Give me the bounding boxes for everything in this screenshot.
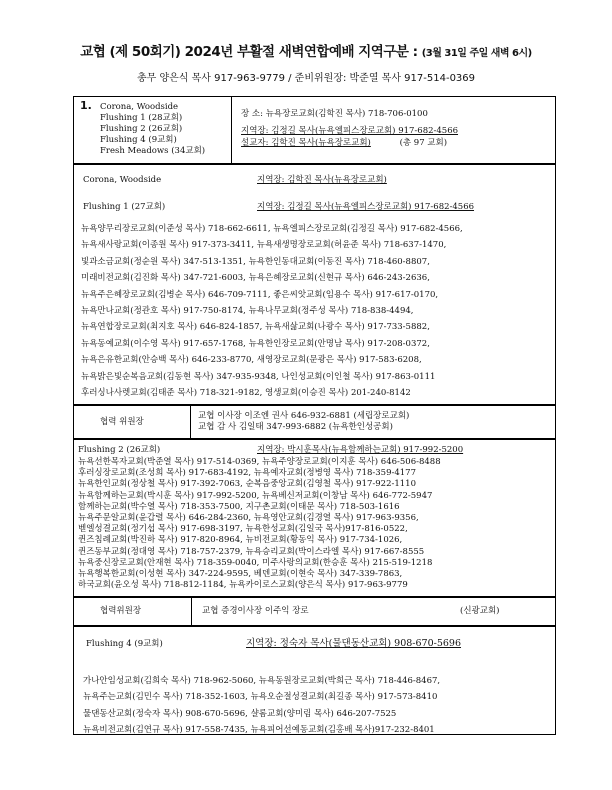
cooperation2-box (73, 597, 556, 626)
list-item: 뉴욕함께하는교회(박시훈 목사) 917-992-5200, 뉴욕베신저교회(이창남 목사) 646-772-5947 (78, 490, 433, 501)
list-item: 미래비전교회(김진화 목사) 347-721-6003, 뉴욕은혜장로교회(신현규 목사) 646-243-2636, (81, 273, 430, 284)
area-item: Corona, Woodside (99, 102, 179, 112)
list-item: 뉴욕선한목자교회(박준열 목사) 917-514-0369, 뉴욕주양장로교회(이지훈 목사) 646-506-8488 (78, 457, 441, 467)
list-item: 뉴욕양무리장로교회(이준성 목사) 718-662-6611, 뉴욕엘피스장로교회(김정길 목사) 917-682-4566, (81, 224, 463, 234)
list-item: 뉴욕행복한교회(이성현 목사) 347-224-9595, 베덴교회(이현숙 목사) 347-339-7863, (78, 568, 403, 579)
list-item: 뉴욕중신장로교회(안재현 목사) 718-359-0040, 미주사랑의교회(한승훈 목사) 215-519-1218 (78, 557, 433, 568)
venue: 장 소: 뉴욕장로교회(김학진 목사) 718-706-0100 (241, 109, 428, 119)
flushing2-box (73, 439, 556, 597)
list-item: 뉴욕은유한교회(안승백 목사) 646-233-8770, 새영장로교회(문광은 목사) 917-583-6208, (81, 355, 422, 366)
section-leader: 지역장: 박시훈목사(뉴욕함께하는교회) 917-992-5200 (257, 445, 464, 455)
list-item: 뉴욕연합장로교회(최지호 목사) 646-824-1857, 뉴욕새삶교회(나광수 목사) 917-733-5882, (81, 322, 430, 333)
list-item: 퀸즈침례교회(박진하 목사) 917-820-8964, 뉴비전교회(황동익 목사) 917-734-1026, (78, 535, 403, 546)
list-item: 후러싱나사렛교회(김태준 목사) 718-321-9182, 영생교회(이승진 목사) 201-240-8142 (81, 387, 411, 398)
section-leader: 지역장: 김정길 목사(뉴욕엘피스장로교회) 917-682-4566 (257, 202, 475, 212)
section-name: Flushing 1 (27교회) (83, 202, 166, 212)
cooperation-line: 교협 감 사 김일태 347-993-6882 (뉴욕한인성공회) (198, 422, 393, 432)
region-number: 1. (80, 99, 92, 112)
area-item: Flushing 1 (28교회) (100, 113, 183, 123)
list-item: 하국교회(윤오성 목사) 718-812-1184, 뉴욕카이로스교회(양은식 목사) 917-963-9779 (78, 580, 408, 591)
preacher: 설교자: 김학진 목사(뉴욕장로교회) (241, 138, 371, 148)
list-item: 물댄동산교회(정숙자 목사) 908-670-5696, 샬롬교회(양미림 목사) 646-207-7525 (83, 708, 397, 719)
section-leader: 지역장: 김학진 목사(뉴욕장로교회) (257, 175, 387, 185)
list-item: 뉴욕주는교회(김민수 목사) 718-352-1603, 뉴욕오순절성결교회(최길종 목사) 917-573-8410 (83, 692, 438, 703)
page-subtitle: 총무 양은식 목사 917-963-9779 / 준비위원장: 박준열 목사 917-514-0369 (136, 73, 476, 84)
list-item: 벧엘성결교회(정기섭 목사) 917-698-3197, 뉴욕한성교회(김일국 목사)917-816-0522, (78, 524, 408, 535)
list-item: 뉴욕비전교회(김연규 목사) 917-558-7435, 뉴욕피어선예동교회(김홍배 목사)917-232-8401 (83, 725, 435, 736)
church-list (78, 457, 441, 591)
list-item: 가나안임성교회(김희숙 목사) 718-962-5060, 뉴욕동원장로교회(박희근 목사) 718-446-8467, (83, 676, 441, 686)
section-name: Corona, Woodside (83, 175, 162, 185)
region1-leader: 지역장: 김정길 목사(뉴욕엘피스장로교회) 917-682-4566 (241, 126, 459, 136)
church-list (81, 221, 463, 401)
title-date: (3월 31일 주일 새벽 6시) (421, 48, 532, 59)
list-item: 뉴욕주문알교회(윤갑렬 목사) 646-284-2360, 뉴욕영안교회(김경열 목사) 917-963-9356, (78, 512, 419, 523)
section-leader: 지역장: 정숙자 목사(물댄동산교회) 908-670-5696 (246, 638, 462, 649)
list-item: 뉴욕한인교회(정상철 목사) 917-392-7063, 순복음중앙교회(김영철 목사) 917-922-1110 (78, 479, 416, 490)
list-item: 뉴욕동예교회(이수영 목사) 917-657-1768, 뉴욕한인장로교회(안명남 목사) 917-208-0372, (81, 338, 430, 349)
list-item: 함께하는교회(박수열 목사) 718-353-7500, 지구촌교회(이태문 목사) 718-503-1616 (78, 501, 400, 512)
list-item: 퀸즈동부교회(정대영 목사) 718-757-2379, 뉴욕승리교회(박이스라엘 목사) 917-667-8555 (78, 546, 425, 557)
flushing1-box (73, 164, 556, 405)
region1-areas (80, 100, 205, 157)
list-item: 뉴욕새사랑교회(이종원 목사) 917-373-3411, 뉴욕새생명장로교회(허윤준 목사) 718-637-1470, (81, 240, 447, 251)
title-main: 교협 (제 50회기) 2024년 부활절 새벽연합예배 지역구분 : (80, 44, 418, 60)
section-name: Flushing 2 (26교회) (78, 445, 161, 455)
list-item: 뉴욕만나교회(정관호 목사) 917-750-8174, 뉴욕나무교회(정주성 목사) 718-838-4494, (81, 305, 414, 316)
page-title (0, 40, 612, 60)
cooperation-label: 협력 위원장 (100, 417, 144, 427)
section-name: Flushing 4 (9교회) (86, 639, 163, 649)
church-list (83, 673, 440, 739)
list-item: 뉴욕밝은빛순복음교회(김동현 목사) 347-935-9348, 나인성교회(이인철 목사) 917-863-0111 (81, 371, 436, 382)
list-item: 뉴욕주은혜장로교회(김병순 목사) 646-709-7111, 좋은씨앗교회(임용수 목사) 917-617-0170, (81, 289, 439, 300)
region1-box (73, 96, 556, 164)
list-item: 빛과소금교회(정순원 목사) 347-513-1351, 뉴욕한인동대교회(이동진 목사) 718-460-8807, (81, 256, 430, 267)
area-item: Fresh Meadows (34교회) (100, 146, 206, 156)
list-item: 후러싱장로교회(조성희 목사) 917-683-4192, 뉴욕예자교회(정병영 목사) 718-359-4177 (78, 468, 416, 479)
total-churches: (총 97 교회) (399, 138, 448, 148)
cooperation-church: (신광교회) (460, 606, 500, 616)
area-item: Flushing 2 (26교회) (100, 124, 183, 134)
flushing4-box (73, 626, 556, 735)
cooperation1-box (73, 405, 556, 439)
cooperation-line: 교협 증경이사장 이주익 장로 (202, 606, 309, 616)
cooperation-line: 교협 이사장 이조엔 권사 646-932-6881 (세립장로교회) (198, 411, 410, 421)
cooperation-label: 협력위원장 (100, 606, 142, 616)
area-item: Flushing 4 (9교회) (100, 135, 177, 145)
